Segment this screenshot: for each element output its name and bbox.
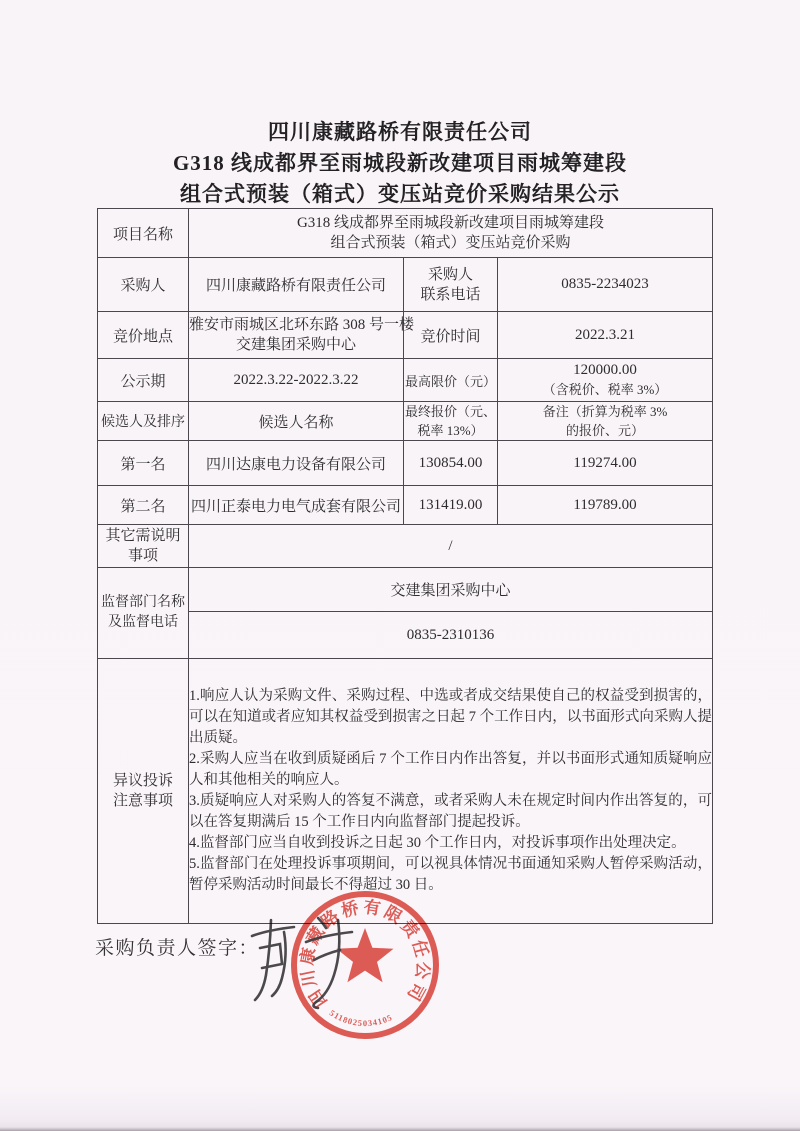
seal-star-icon: [337, 928, 394, 982]
objection-item-5: 5.监督部门在处理投诉事项期间，可以视具体情况书面通知采购人暂停采购活动，暂停采购活动时间最长不得超过 30 日。: [189, 856, 713, 893]
other-notes-value-cell: /: [189, 525, 713, 568]
supervision-department-cell: 交建集团采购中心: [189, 568, 713, 612]
title-line-company: 四川康藏路桥有限责任公司: [268, 120, 532, 144]
purchaser-name-cell: 四川康藏路桥有限责任公司: [189, 258, 404, 312]
rank1-label-cell: 第一名: [98, 441, 189, 486]
table-row: [98, 525, 713, 568]
table-row: [98, 359, 713, 402]
rank2-label-cell: 第二名: [98, 486, 189, 525]
purchaser-label-cell: 采购人: [98, 258, 189, 312]
final-price-header-cell: 最终报价（元、 税率 13%）: [404, 402, 498, 441]
project-value-line2: 组合式预装（箱式）变压站竞价采购: [330, 235, 571, 251]
objection-label-cell: 异议投诉 注意事项: [98, 659, 189, 924]
title-line-announcement: 组合式预装（箱式）变压站竞价采购结果公示: [180, 182, 620, 206]
title-line-project: G318 线成都界至雨城段新改建项目雨城筹建段: [172, 151, 628, 175]
publicity-label-cell: 公示期: [98, 359, 189, 402]
venue-value-cell: 雅安市雨城区北环东路 308 号一楼 交建集团采购中心: [189, 312, 404, 359]
venue-label-cell: 竞价地点: [98, 312, 189, 359]
purchaser-phone-cell: 0835-2234023: [498, 258, 713, 312]
other-notes-label-cell: 其它需说明 事项: [98, 525, 189, 568]
objection-item-1: 1.响应人认为采购文件、采购过程、中选或者成交结果使自己的权益受到损害的，可以在知道或者应知其权益受到损害之日起 7 个工作日内，以书面形式向采购人提出质疑。: [189, 688, 713, 746]
candidate-name-header-cell: 候选人名称: [189, 402, 404, 441]
rank2-converted-cell: 119789.00: [498, 486, 713, 525]
publicity-period-cell: 2022.3.22-2022.3.22: [189, 359, 404, 402]
rank2-name-cell: 四川正泰电力电气成套有限公司: [189, 486, 404, 525]
signature-label: 采购负责人签字：: [95, 938, 260, 959]
limit-label-cell: 最高限价（元）: [404, 359, 498, 402]
table-row: [98, 568, 713, 612]
supervision-label-cell: 监督部门名称 及监督电话: [98, 568, 189, 659]
seal-company-text: 四川康藏路桥有限责任公司: [297, 897, 433, 1011]
rank-header-cell: 候选人及排序: [98, 402, 189, 441]
rank1-name-cell: 四川达康电力设备有限公司: [189, 441, 404, 486]
rank2-price-cell: 131419.00: [404, 486, 498, 525]
bid-time-value-cell: 2022.3.21: [498, 312, 713, 359]
supervision-phone-cell: 0835-2310136: [189, 612, 713, 659]
bid-time-label-cell: 竞价时间: [404, 312, 498, 359]
table-header-row: [98, 402, 713, 441]
company-seal-and-signature: [230, 880, 460, 1050]
scan-bottom-edge: [0, 1127, 800, 1131]
table-row: [98, 258, 713, 312]
table-row: [98, 209, 713, 258]
table-row-rank1: [98, 441, 713, 486]
table-row: [98, 612, 713, 659]
table-row: [98, 312, 713, 359]
purchaser-contact-label-cell: 采购人 联系电话: [404, 258, 498, 312]
project-label-cell: 项目名称: [98, 209, 189, 258]
limit-value-cell: 120000.00 （含税价、税率 3%）: [498, 359, 713, 402]
note-header-cell: 备注（折算为税率 3% 的报价、元）: [498, 402, 713, 441]
project-value-cell: [189, 209, 713, 258]
company-seal-stamp: [294, 894, 436, 1036]
seal-number-text: 5118025034105: [327, 1007, 395, 1029]
objection-item-4: 4.监督部门应当自收到投诉之日起 30 个工作日内，对投诉事项作出处理决定。: [189, 835, 686, 851]
objection-item-3: 3.质疑响应人对采购人的答复不满意，或者采购人未在规定时间内作出答复的，可以在答复期满后 15 个工作日内向监督部门提起投诉。: [189, 793, 713, 830]
project-value-line1: G318 线成都界至雨城段新改建项目雨城筹建段: [296, 215, 605, 231]
document-title: [0, 117, 800, 210]
rank1-converted-cell: 119274.00: [498, 441, 713, 486]
procurement-result-table: [97, 208, 713, 924]
rank1-price-cell: 130854.00: [404, 441, 498, 486]
objection-item-2: 2.采购人应当在收到质疑函后 7 个工作日内作出答复，并以书面形式通知质疑响应人和其他相关的响应人。: [189, 751, 713, 788]
table-row-rank2: [98, 486, 713, 525]
